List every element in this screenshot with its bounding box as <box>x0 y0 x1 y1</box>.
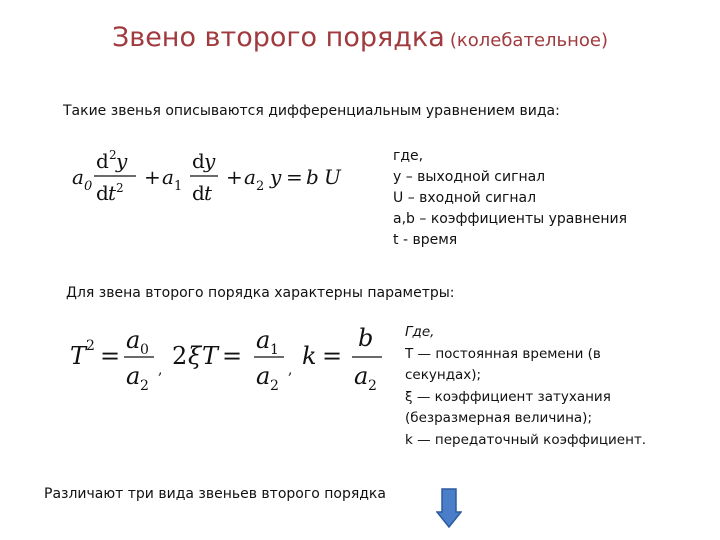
definition-line: (безразмерная величина); <box>405 410 592 426</box>
svg-text:T: T <box>202 342 219 370</box>
definition-line: y – выходной сигнал <box>393 169 546 185</box>
svg-text:1: 1 <box>270 342 279 358</box>
svg-text:1: 1 <box>174 179 183 194</box>
svg-text:2: 2 <box>140 378 149 394</box>
svg-text:a: a <box>244 165 256 189</box>
definition-line: ξ — коэффициент затухания <box>405 388 611 405</box>
svg-text:d: d <box>192 181 205 205</box>
svg-text:ξ: ξ <box>188 342 202 370</box>
eq-a0: a <box>72 165 84 189</box>
svg-text:T: T <box>70 342 87 370</box>
svg-text:2: 2 <box>270 378 279 394</box>
svg-text:a: a <box>162 165 174 189</box>
definition-line: где, <box>393 148 424 164</box>
svg-text:a: a <box>354 362 369 390</box>
svg-text:y: y <box>116 149 128 173</box>
svg-text:=: = <box>100 342 121 370</box>
closing-text: Различают три вида звеньев второго порядка <box>44 486 386 502</box>
svg-text:k: k <box>302 342 317 370</box>
title-sub: (колебательное) <box>449 30 609 51</box>
svg-text:y: y <box>204 149 216 173</box>
svg-text:b: b <box>358 324 374 352</box>
svg-text:,: , <box>288 362 293 378</box>
svg-text:2: 2 <box>86 338 95 354</box>
slide-title <box>0 22 720 53</box>
svg-text:2: 2 <box>116 181 124 195</box>
svg-text:d: d <box>96 181 109 205</box>
svg-text:+: + <box>144 165 161 189</box>
definition-line: t - время <box>393 232 458 248</box>
eq-d2y-num: d <box>96 149 109 173</box>
definitions-list-2 <box>405 322 646 451</box>
svg-text:U: U <box>324 165 341 189</box>
intro-text: Такие звенья описываются дифференциальным уравнением вида: <box>63 103 560 119</box>
svg-text:,: , <box>158 362 163 378</box>
svg-text:2: 2 <box>172 342 188 370</box>
parameters-formula <box>68 318 386 398</box>
svg-text:=: = <box>322 342 343 370</box>
svg-text:b: b <box>306 165 319 189</box>
definition-line: k — передаточный коэффициент. <box>405 431 647 448</box>
svg-text:y: y <box>270 165 282 189</box>
definition-line: a,b – коэффициенты уравнения <box>393 211 628 227</box>
svg-text:a: a <box>126 326 141 354</box>
svg-text:d: d <box>192 149 205 173</box>
svg-text:a: a <box>126 362 141 390</box>
svg-text:t: t <box>204 181 213 205</box>
svg-text:0: 0 <box>140 342 149 358</box>
svg-text:=: = <box>222 342 243 370</box>
definitions-list-1 <box>393 146 627 251</box>
title-main: Звено второго порядка <box>111 22 445 53</box>
svg-text:a: a <box>256 362 271 390</box>
definition-line: T — постоянная времени (в <box>405 345 601 362</box>
definition-line: U – входной сигнал <box>393 190 537 206</box>
svg-text:2: 2 <box>368 378 377 394</box>
svg-text:2: 2 <box>256 179 265 194</box>
definition-line: Где, <box>405 324 435 340</box>
svg-text:=: = <box>286 165 303 189</box>
svg-text:2: 2 <box>109 148 117 162</box>
definition-line: секундах); <box>405 367 482 383</box>
svg-text:a: a <box>256 326 271 354</box>
parameters-intro: Для звена второго порядка характерны параметры: <box>66 285 455 301</box>
svg-text:+: + <box>226 165 243 189</box>
differential-equation <box>70 142 360 212</box>
svg-text:t: t <box>108 181 117 205</box>
eq-a0-sub: 0 <box>84 179 93 194</box>
down-arrow-icon[interactable] <box>436 488 462 528</box>
